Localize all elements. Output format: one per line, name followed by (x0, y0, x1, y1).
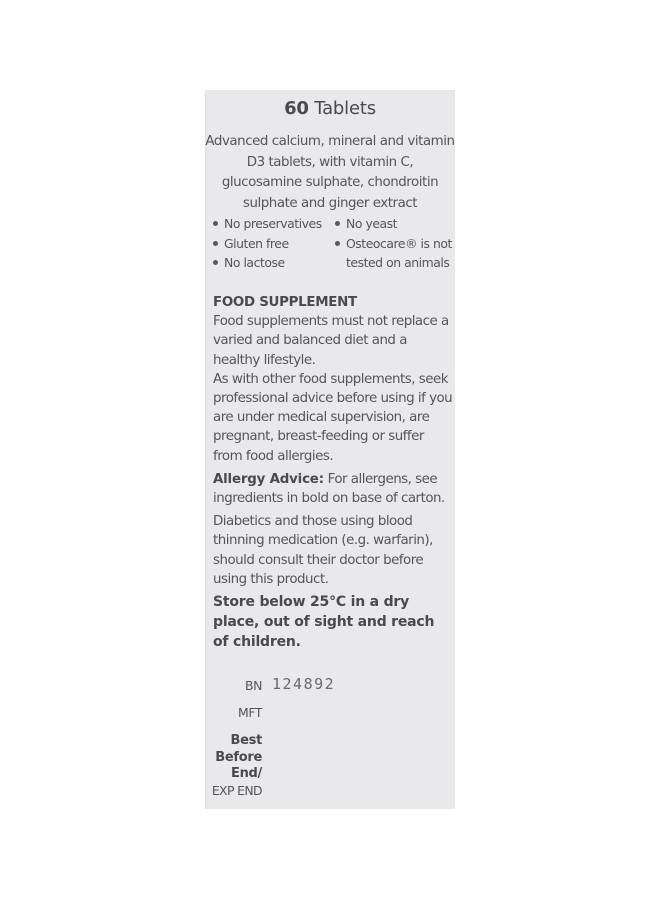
professional-advice-paragraph: As with other food supplements, seek professional advice before using if you are under medical supervision, are pregnant, breast-feeding or suffer from food allergies. (213, 371, 453, 464)
allergy-advice-label: Allergy Advice: (213, 471, 324, 487)
claim-item: Osteocare® is not tested on animals (333, 234, 455, 273)
claims-column-left (211, 214, 331, 273)
diabetics-warning: Diabetics and those using blood thinning medication (e.g. warfarin), should consult their doctor before using this product. (213, 514, 433, 587)
best-before-label: Best Before End/ EXP END (211, 733, 262, 798)
claim-item: No lactose (211, 253, 331, 273)
batch-number-label: BN (245, 678, 262, 693)
claims-column-right (333, 214, 455, 273)
batch-number-value: 124892 (272, 675, 336, 693)
claim-item: No yeast (333, 214, 455, 234)
bullet-icon (335, 241, 340, 246)
food-supplement-paragraph: Food supplements must not replace a varied and balanced diet and a healthy lifestyle. (213, 314, 449, 368)
manufacture-date-label: MFT (238, 705, 262, 720)
bullet-icon (213, 241, 218, 246)
expiry-label: EXP END (211, 782, 262, 798)
bullet-icon (335, 221, 340, 226)
allergy-advice-text: For allergens, see ingredients in bold on base of carton. (213, 471, 445, 507)
allergy-advice (213, 470, 453, 508)
bullet-icon (213, 221, 218, 226)
tablet-count-title (205, 98, 455, 119)
food-supplement-heading: FOOD SUPPLEMENT (213, 295, 357, 310)
product-description: Advanced calcium, mineral and vitamin D3 tablets, with vitamin C, glucosamine sulphate, chondroitin sulphate and ginger extract (205, 134, 455, 211)
storage-instructions: Store below 25°C in a dry place, out of sight and reach of children. (213, 594, 435, 651)
bullet-icon (213, 260, 218, 265)
claim-item: No preservatives (211, 214, 331, 234)
warnings-block (213, 293, 453, 652)
carton-side-panel (205, 90, 455, 809)
tablet-count-label: Tablets (308, 98, 376, 119)
tablet-count-number: 60 (284, 98, 309, 119)
claim-item: Gluten free (211, 234, 331, 254)
